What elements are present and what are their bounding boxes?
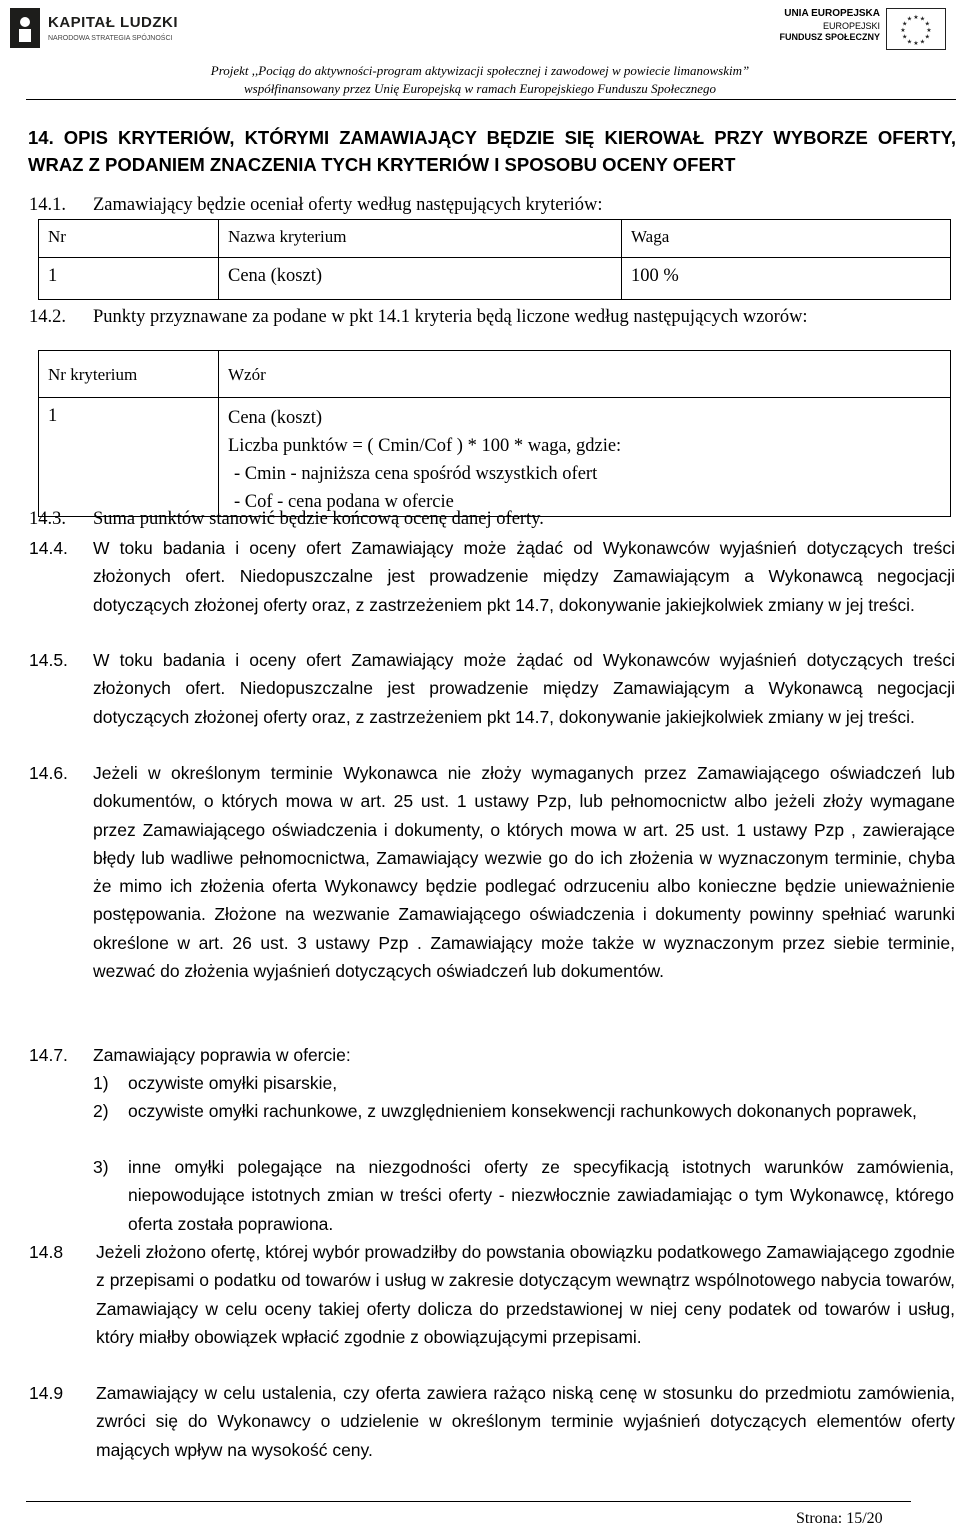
formula-header-formula: Wzór bbox=[219, 351, 951, 398]
list-item-text: oczywiste omyłki rachunkowe, z uwzględnieniem konsekwencji rachunkowych dokonanych poprawek, bbox=[128, 1101, 917, 1121]
paragraph-number: 14.2. bbox=[29, 307, 66, 327]
eu-logo bbox=[740, 6, 950, 54]
eu-star-icon: ★ bbox=[902, 21, 908, 28]
project-line-2: współfinansowany przez Unię Europejską w ramach Europejskiego Funduszu Społecznego bbox=[243, 81, 717, 96]
list-item-number: 2) bbox=[93, 1101, 109, 1121]
paragraph-14-8 bbox=[0, 1238, 960, 1383]
paragraph-number: 14.6. bbox=[29, 763, 68, 783]
paragraph-text: Jeżeli złożono ofertę, której wybór prowadziłby do powstania obowiązku podatkowego Zamawiającego zgodnie z przepisami o podatku od towarów i usług w zakresie dotyczącym wewnątrz wspólnotowego nabycia towarów, Zamawiający w celu oceny takiej oferty dolicza do przedstawionej w niej ceny podatek od towarów i usług, który miałby obowiązek wpłacić zgodnie z obowiązującymi przepisami. bbox=[96, 1242, 955, 1347]
paragraph-text: W toku badania i oceny ofert Zamawiający może żądać od Wykonawców wyjaśnień dotyczących treści złożonych ofert. Niedopuszczalne jest prowadzenie między Zamawiającym a Wykonawcą negocjacji dotyczących złożonej oferty oraz, z zastrzeżeniem pkt 14.7, dokonywanie jakiejkolwiek zmiany w jej treści. bbox=[93, 538, 955, 615]
project-info bbox=[0, 62, 960, 98]
paragraph-text: Zamawiający poprawia w ofercie: bbox=[93, 1045, 351, 1065]
eu-star-icon: ★ bbox=[924, 34, 930, 41]
paragraph-number: 14.1. bbox=[29, 195, 66, 215]
eu-logo-line1: UNIA EUROPEJSKA bbox=[784, 8, 880, 19]
kapital-ludzki-emblem-icon bbox=[10, 8, 40, 48]
paragraph-text: Suma punktów stanowić będzie końcową ocenę danej oferty. bbox=[93, 509, 544, 529]
paragraph-number: 14.4. bbox=[29, 538, 68, 558]
criteria-header-nr: Nr bbox=[39, 220, 219, 258]
paragraph-14-7 bbox=[0, 1041, 960, 1241]
eu-star-icon: ★ bbox=[919, 16, 926, 23]
eu-star-icon: ★ bbox=[906, 16, 913, 23]
footer-divider bbox=[26, 1501, 911, 1502]
paragraph-text: W toku badania i oceny ofert Zamawiający może żądać od Wykonawców wyjaśnień dotyczących treści złożonych ofert. Niedopuszczalne jest prowadzenie między Zamawiającym a Wykonawcą negocjacji dotyczących złożonej oferty oraz, z zastrzeżeniem pkt 14.7, dokonywanie jakiejkolwiek zmiany w jej treści. bbox=[93, 650, 955, 727]
eu-star-icon: ★ bbox=[919, 39, 926, 46]
paragraph-number: 14.9 bbox=[29, 1383, 64, 1403]
eu-star-icon: ★ bbox=[902, 34, 908, 41]
paragraph-14-4 bbox=[0, 534, 960, 649]
criteria-header-name: Nazwa kryterium bbox=[219, 220, 622, 258]
paragraph-number: 14.3. bbox=[29, 509, 66, 529]
project-line-1: Projekt ,,Pociąg do aktywności-program aktywizacji społecznej i zawodowej w powiecie limanowskim” bbox=[210, 63, 750, 78]
formula-line: - Cof - cena podana w ofercie bbox=[234, 492, 454, 512]
formula-header-nr: Nr kryterium bbox=[39, 351, 219, 398]
kapital-ludzki-logo bbox=[10, 8, 210, 52]
eu-star-icon: ★ bbox=[906, 39, 913, 46]
eu-logo-line3: FUNDUSZ SPOŁECZNY bbox=[779, 32, 880, 42]
kapital-ludzki-subtitle: NARODOWA STRATEGIA SPÓJNOŚCI bbox=[48, 35, 173, 42]
paragraph-14-9 bbox=[0, 1379, 960, 1469]
list-item-text: inne omyłki polegające na niezgodności oferty ze specyfikacją istotnych warunków zamówienia, niepowodujące istotnych zmian w treści oferty - niezwłocznie zawiadamiając o tym Wykonawcę, którego oferta została poprawiona. bbox=[128, 1157, 954, 1234]
eu-star-icon: ★ bbox=[924, 21, 930, 28]
formula-line: Cena (koszt) bbox=[228, 408, 323, 428]
criteria-header-weight: Waga bbox=[622, 220, 951, 258]
paragraph-text: Zamawiający będzie oceniał oferty według następujących kryteriów: bbox=[93, 195, 603, 215]
formula-table bbox=[38, 350, 951, 517]
paragraph-number: 14.5. bbox=[29, 650, 68, 670]
list-item-number: 3) bbox=[93, 1157, 109, 1177]
criteria-cell-weight: 100 % bbox=[622, 258, 951, 300]
eu-flag-icon bbox=[886, 8, 946, 50]
list-item-text: oczywiste omyłki pisarskie, bbox=[128, 1073, 338, 1093]
criteria-cell-nr: 1 bbox=[39, 258, 219, 300]
eu-star-icon: ★ bbox=[926, 28, 932, 34]
formula-cell-nr: 1 bbox=[39, 398, 219, 517]
criteria-cell-name: Cena (koszt) bbox=[219, 258, 622, 300]
page-number: Strona: 15/20 bbox=[796, 1510, 883, 1527]
formula-cell-formula bbox=[219, 398, 951, 517]
paragraph-text: Jeżeli w określonym terminie Wykonawca nie złoży wymaganych przez Zamawiającego oświadczeń lub dokumentów, o których mowa w art. 25 ust. 1 ustawy Pzp, lub pełnomocnictw albo jeżeli złoży wymagane przez Zamawiającego oświadczenia i dokumenty, o których mowa w art. 25 ust. 1 ustawy Pzp , zawierające błędy lub wadliwe pełnomocnictwa, Zamawiający wezwie go do ich złożenia w wyznaczonym terminie, chyba że mimo ich złożenia oferta Wykonawcy będzie podlegać odrzuceniu albo konieczne będzie unieważnienie postępowania. Złożone na wezwanie Zamawiającego oświadczenia i dokumenty powinny spełniać warunki określone w art. 26 ust. 3 ustawy Pzp . Zamawiający może także w wyznaczonym przez siebie terminie, wezwać do złożenia wyjaśnień dotyczących oświadczeń lub dokumentów. bbox=[93, 763, 955, 982]
paragraph-14-6 bbox=[0, 759, 960, 1044]
eu-star-icon: ★ bbox=[913, 15, 919, 21]
paragraph-number: 14.7. bbox=[29, 1045, 68, 1065]
section-heading: 14. OPIS KRYTERIÓW, KTÓRYMI ZAMAWIAJĄCY BĘDZIE SIĘ KIEROWAŁ PRZY WYBORZE OFERTY, WRAZ Z PODANIEM ZNACZENIA TYCH KRYTERIÓW I SPOSOBU OCENY OFERT bbox=[28, 127, 956, 175]
eu-star-icon: ★ bbox=[900, 28, 906, 34]
header-divider bbox=[26, 99, 956, 100]
kapital-ludzki-title: KAPITAŁ LUDZKI bbox=[48, 14, 179, 31]
paragraph-number: 14.8 bbox=[29, 1242, 64, 1262]
eu-star-icon: ★ bbox=[913, 41, 919, 47]
formula-line: - Cmin - najniższa cena spośród wszystkich ofert bbox=[234, 464, 598, 484]
paragraph-14-5 bbox=[0, 646, 960, 761]
paragraph-text: Punkty przyznawane za podane w pkt 14.1 kryteria będą liczone według następujących wzorów: bbox=[93, 307, 808, 327]
formula-line: Liczba punktów = ( Cmin/Cof ) * 100 * waga, gdzie: bbox=[228, 436, 622, 456]
eu-logo-line2: EUROPEJSKI bbox=[822, 21, 880, 31]
paragraph-text: Zamawiający w celu ustalenia, czy oferta zawiera rażąco niską cenę w stosunku do przedmiotu zamówienia, zwróci się do Wykonawcy o udzielenie w określonym terminie wyjaśnień dotyczących elementów oferty mających wpływ na wysokość ceny. bbox=[96, 1383, 955, 1460]
criteria-table bbox=[38, 219, 951, 300]
list-item-number: 1) bbox=[93, 1073, 109, 1093]
